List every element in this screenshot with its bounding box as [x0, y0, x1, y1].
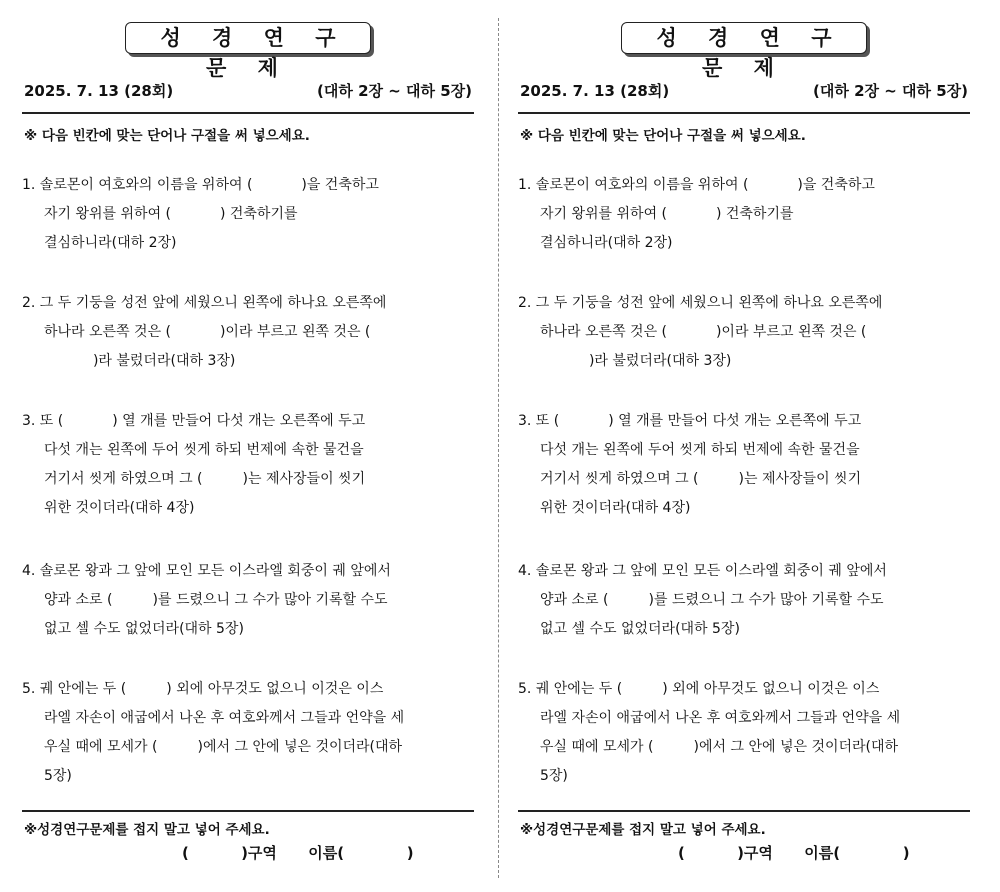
question-line: 4. 솔로몬 왕과 그 앞에 모인 모든 이스라엘 회중이 궤 앞에서 [22, 563, 391, 579]
question-line: 하나라 오른쪽 것은 ( )이라 부르고 왼쪽 것은 ( [44, 324, 371, 340]
question-line: 결심하니라(대하 2장) [540, 235, 673, 251]
header-rule [22, 112, 474, 114]
question-line: )라 불렀더라(대하 3장) [540, 353, 732, 369]
header-rule [518, 112, 970, 114]
question-line: )라 불렀더라(대하 3장) [44, 353, 236, 369]
question-line: 자기 왕위를 위하여 ( ) 건축하기를 [540, 206, 794, 222]
question-1 [518, 171, 970, 258]
question-2 [518, 289, 970, 376]
instruction-text: ※ 다음 빈칸에 맞는 단어나 구절을 써 넣으세요. [520, 128, 806, 144]
question-1 [22, 171, 474, 258]
worksheet-title: 성 경 연 구 문 제 [621, 22, 867, 54]
footer-note: ※성경연구문제를 접지 말고 넣어 주세요. [24, 822, 270, 838]
question-line: 라엘 자손이 애굽에서 나온 후 여호와께서 그들과 언약을 세 [540, 710, 901, 726]
question-line: 다섯 개는 왼쪽에 두어 씻게 하되 번제에 속한 물건을 [44, 442, 364, 458]
question-line: 3. 또 ( ) 열 개를 만들어 다섯 개는 오른쪽에 두고 [518, 413, 862, 429]
date-label: 2025. 7. 13 (28회) [24, 82, 174, 100]
question-line: 양과 소로 ( )를 드렸으니 그 수가 많아 기록할 수도 [44, 592, 388, 608]
question-line: 5장) [540, 768, 568, 784]
question-line: 우실 때에 모세가 ( )에서 그 안에 넣은 것이더라(대하 [44, 739, 403, 755]
question-line: 거기서 씻게 하였으며 그 ( )는 제사장들이 씻기 [44, 471, 366, 487]
instruction-text: ※ 다음 빈칸에 맞는 단어나 구절을 써 넣으세요. [24, 128, 310, 144]
question-line: 1. 솔로몬이 여호와의 이름을 위하여 ( )을 건축하고 [518, 177, 875, 193]
question-line: 하나라 오른쪽 것은 ( )이라 부르고 왼쪽 것은 ( [540, 324, 867, 340]
worksheet-title: 성 경 연 구 문 제 [125, 22, 371, 54]
question-line: 결심하니라(대하 2장) [44, 235, 177, 251]
question-line: 거기서 씻게 하였으며 그 ( )는 제사장들이 씻기 [540, 471, 862, 487]
question-5 [518, 675, 970, 791]
question-line: 우실 때에 모세가 ( )에서 그 안에 넣은 것이더라(대하 [540, 739, 899, 755]
question-line: 다섯 개는 왼쪽에 두어 씻게 하되 번제에 속한 물건을 [540, 442, 860, 458]
name-district-field: ( )구역 이름( ) [182, 844, 414, 862]
question-3 [518, 407, 970, 523]
question-line: 5장) [44, 768, 72, 784]
question-line: 양과 소로 ( )를 드렸으니 그 수가 많아 기록할 수도 [540, 592, 884, 608]
worksheet-right [518, 0, 970, 892]
question-4 [518, 557, 970, 644]
question-line: 5. 궤 안에는 두 ( ) 외에 아무것도 없으니 이것은 이스 [518, 681, 880, 697]
question-line: 자기 왕위를 위하여 ( ) 건축하기를 [44, 206, 298, 222]
question-line: 위한 것이더라(대하 4장) [44, 500, 195, 516]
chapter-range: (대하 2장 ~ 대하 5장) [317, 82, 472, 100]
question-4 [22, 557, 474, 644]
date-label: 2025. 7. 13 (28회) [520, 82, 670, 100]
question-2 [22, 289, 474, 376]
question-line: 없고 셀 수도 없었더라(대하 5장) [44, 621, 244, 637]
question-line: 4. 솔로몬 왕과 그 앞에 모인 모든 이스라엘 회중이 궤 앞에서 [518, 563, 887, 579]
question-line: 2. 그 두 기둥을 성전 앞에 세웠으니 왼쪽에 하나요 오른쪽에 [22, 295, 387, 311]
question-line: 위한 것이더라(대하 4장) [540, 500, 691, 516]
question-line: 3. 또 ( ) 열 개를 만들어 다섯 개는 오른쪽에 두고 [22, 413, 366, 429]
footer-rule [22, 810, 474, 812]
cut-line [498, 18, 499, 878]
name-district-field: ( )구역 이름( ) [678, 844, 910, 862]
question-line: 라엘 자손이 애굽에서 나온 후 여호와께서 그들과 언약을 세 [44, 710, 405, 726]
question-line: 5. 궤 안에는 두 ( ) 외에 아무것도 없으니 이것은 이스 [22, 681, 384, 697]
question-line: 1. 솔로몬이 여호와의 이름을 위하여 ( )을 건축하고 [22, 177, 379, 193]
question-5 [22, 675, 474, 791]
question-line: 없고 셀 수도 없었더라(대하 5장) [540, 621, 740, 637]
footer-note: ※성경연구문제를 접지 말고 넣어 주세요. [520, 822, 766, 838]
chapter-range: (대하 2장 ~ 대하 5장) [813, 82, 968, 100]
question-line: 2. 그 두 기둥을 성전 앞에 세웠으니 왼쪽에 하나요 오른쪽에 [518, 295, 883, 311]
worksheet-left [22, 0, 474, 892]
title-area [518, 22, 970, 79]
footer-rule [518, 810, 970, 812]
question-3 [22, 407, 474, 523]
title-area [22, 22, 474, 79]
